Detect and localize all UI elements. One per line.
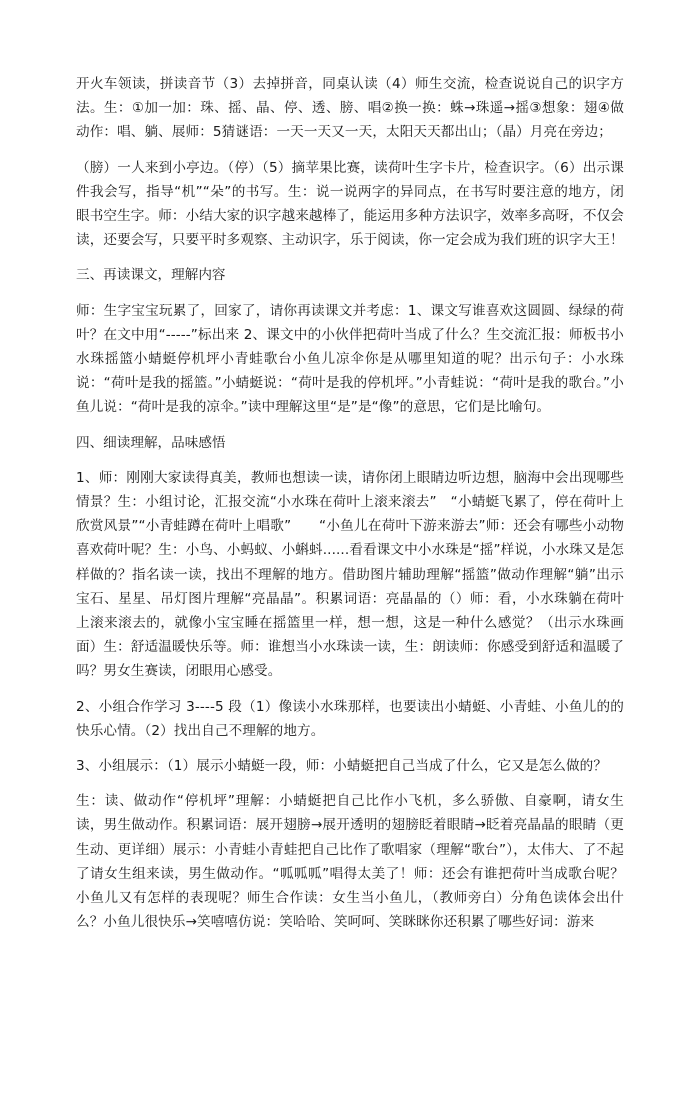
paragraph-close-reading: 1、师：刚刚大家读得真美，教师也想读一读，请你闭上眼睛边听边想，脑海中会出现哪些情景？生：小组讨论，汇报交流“小水珠在荷叶上滚来滚去” “小蜻蜓飞累了，停在荷叶上欣赏风景”“小青蛙蹲在荷叶上唱歌” “小鱼儿在荷叶下游来游去”师：还会有哪些小动物喜欢荷叶呢？生：小鸟、小蚂蚁、小蝌蚪......看看课文中小水珠是“摇”样说，小水珠又是怎样做的？指名读一读，找出不理解的地方。借助图片辅助理解“摇篮”做动作理解“躺”出示宝石、星星、吊灯图片理解“亮晶晶”。积累词语：亮晶晶的（）师：看，小水珠躺在荷叶上滚来滚去的，就像小宝宝睡在摇篮里一样，想一想，这是一种什么感觉？（出示水珠画面）生：舒适温暖快乐等。师：谁想当小水珠读一读，生：朗读师：你感受到舒适和温暖了吗？男女生赛读，闭眼用心感受。 <box>76 469 624 680</box>
paragraph-reread-text: 师：生字宝宝玩累了，回家了，请你再读课文并考虑：1、课文写谁喜欢这圆圆、绿绿的荷叶？在文中用“-----”标出来 2、课文中的小伙伴把荷叶当成了什么？生交流汇报：师板书小水珠摇篮小蜻蜓停机坪小青蛙歌台小鱼儿凉伞你是从哪里知道的呢？出示句子：小水珠说：“荷叶是我的摇篮。”小蜻蜓说：“荷叶是我的停机坪。”小青蛙说：“荷叶是我的歌台。”小鱼儿说：“荷叶是我的凉伞。”读中理解这里“是”是“像”的意思，它们是比喻句。 <box>76 302 624 416</box>
paragraph-group-study: 2、小组合作学习 3----5 段（1）像读小水珠那样，也要读出小蜻蜓、小青蛙、小鱼儿的的快乐心情。（2）找出自己不理解的地方。 <box>76 698 624 739</box>
section-heading-3: 三、再读课文，理解内容 <box>76 267 226 284</box>
paragraph-literacy-methods: 开火车领读，拼读音节（3）去掉拼音，同桌认读（4）师生交流，检查说说自己的识字方法。生：①加一加：珠、摇、晶、停、透、膀、唱②换一换：蛛→珠遥→摇③想象：翅④做动作：唱、躺、展师：5猜谜语：一天一天又一天，太阳天天都出山；（晶）月亮在旁边； <box>76 76 624 141</box>
section-heading-4: 四、细读理解，品味感悟 <box>76 434 226 451</box>
paragraph-group-display: 3、小组展示：（1）展示小蜻蜓一段，师：小蜻蜓把自己当成了什么，它又是怎么做的？ <box>76 758 608 775</box>
document-page <box>76 72 624 946</box>
paragraph-student-reading: 生：读、做动作“停机坪”理解：小蜻蜓把自己比作小飞机，多么骄傲、自豪啊，请女生读，男生做动作。积累词语：展开翅膀→展开透明的翅膀眨着眼睛→眨着亮晶晶的眼睛（更生动、更详细）展示：小青蛙小青蛙把自己比作了歌唱家（理解“歌台”），太伟大、了不起了请女生组来读，男生做动作。“呱呱呱”唱得太美了！师：还会有谁把荷叶当成歌台呢？小鱼儿又有怎样的表现呢？师生合作读：女生当小鱼儿，（教师旁白）分角色读体会出什么？小鱼儿很快乐→笑嘻嘻仿说：笑哈哈、笑呵呵、笑眯眯你还积累了哪些好词：游来 <box>76 793 624 931</box>
paragraph-writing-guidance: （膀）一人来到小亭边。（停）（5）摘苹果比赛，读荷叶生字卡片，检查识字。（6）出示课件我会写，指导“机”“朵”的书写。生：说一说两字的异同点，在书写时要注意的地方，闭眼书空生字。师：小结大家的识字越来越棒了，能运用多种方法识字，效率多高呀，不仅会读，还要会写，只要平时多观察、主动识字，乐于阅读，你一定会成为我们班的识字大王！ <box>76 159 624 249</box>
